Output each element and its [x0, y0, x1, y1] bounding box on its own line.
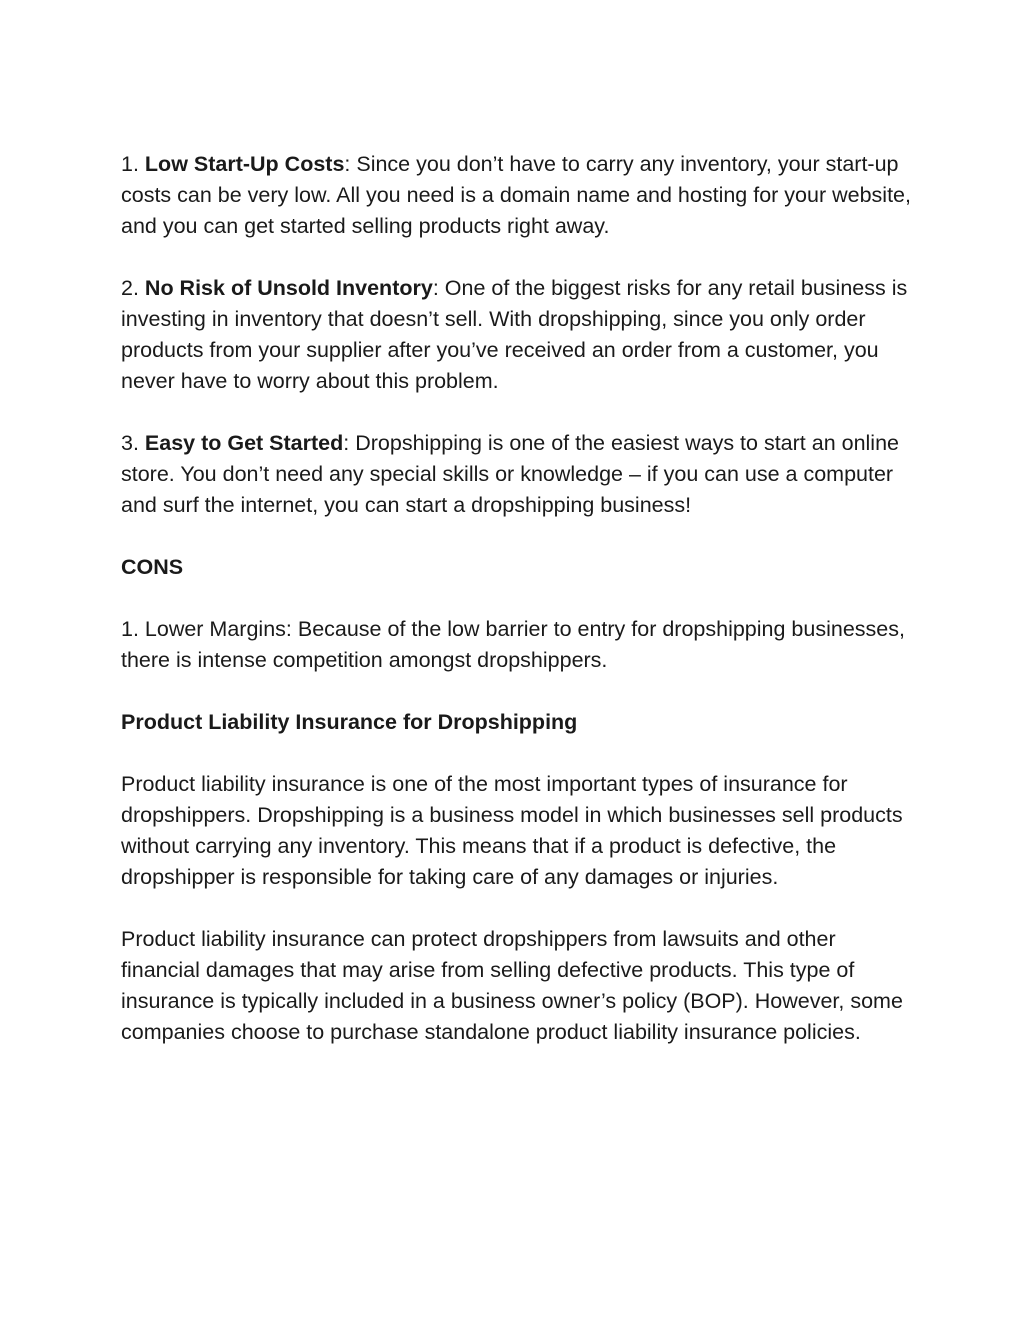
- section-heading: Product Liability Insurance for Dropshipping: [121, 710, 578, 734]
- section-paragraph-1: Product liability insurance is one of the most important types of insurance for dropshippers. Dropshipping is a business model in which businesses sell products without carrying any inventory. This means that if a product is defective, the dropshipper is responsible for taking care of any damages or injuries.: [121, 772, 903, 889]
- pro-item-2: [121, 273, 911, 397]
- pro-title: No Risk of Unsold Inventory: [144, 276, 433, 300]
- pro-item-3: [121, 428, 911, 521]
- pro-text: : Since you don’t have to carry any inventory, your start-up costs can be very low. All you need is a domain name and hosting for your website, and you can get started selling products right away.: [121, 152, 911, 238]
- pro-number: 2.: [121, 276, 139, 300]
- section-paragraph-2: Product liability insurance can protect dropshippers from lawsuits and other financial damages that may arise from selling defective products. This type of insurance is typically included in a business owner’s policy (BOP). However, some companies choose to purchase standalone product liability insurance policies.: [121, 927, 903, 1044]
- pro-number: 1.: [121, 152, 139, 176]
- document-page: [121, 149, 911, 1079]
- con-item-1: 1. Lower Margins: Because of the low barrier to entry for dropshipping businesses, there is intense competition amongst dropshippers.: [121, 617, 905, 672]
- pro-text: : One of the biggest risks for any retail business is investing in inventory that doesn’t sell. With dropshipping, since you only order products from your supplier after you’ve received an order from a customer, you never have to worry about this problem.: [121, 276, 908, 393]
- pro-item-1: [121, 149, 911, 242]
- pro-title: Low Start-Up Costs: [144, 152, 345, 176]
- pro-number: 3.: [121, 431, 139, 455]
- pro-title: Easy to Get Started: [144, 431, 344, 455]
- cons-heading: CONS: [121, 555, 184, 579]
- pro-text: : Dropshipping is one of the easiest ways to start an online store. You don’t need any special skills or knowledge – if you can use a computer and surf the internet, you can start a dropshipping business!: [121, 431, 900, 517]
